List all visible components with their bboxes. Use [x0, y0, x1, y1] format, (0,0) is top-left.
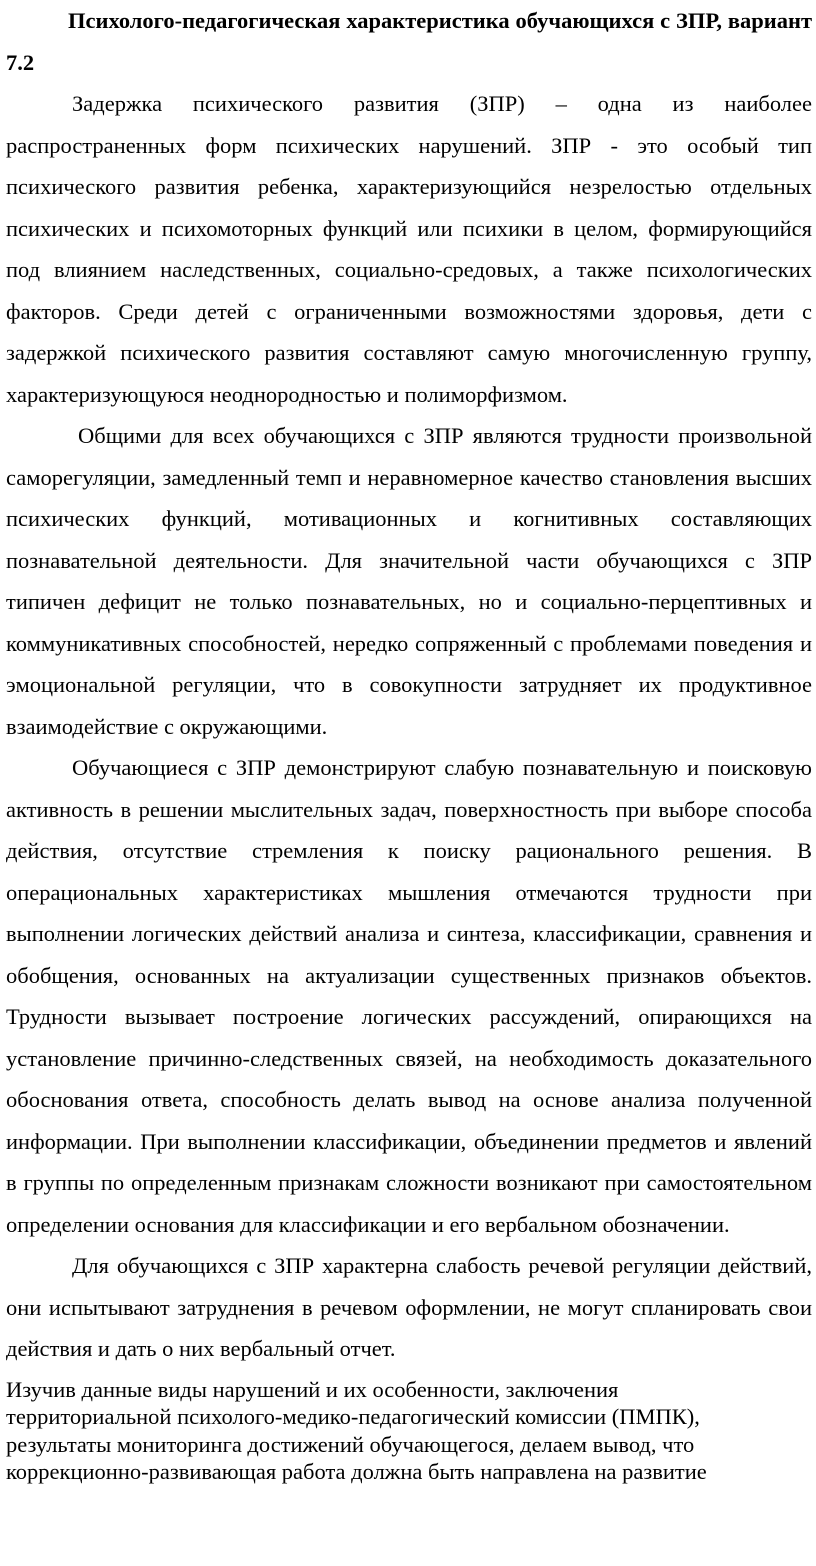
- paragraph-conclusion: Изучив данные виды нарушений и их особенности, заключения территориальной психолого-медико-педагогический комиссии (ПМПК), результаты мониторинга достижений обучающегося, делаем вывод, что коррекционно-развивающая работа должна быть направлена на развитие: [6, 1376, 707, 1484]
- paragraph-common-difficulties: Общими для всех обучающихся с ЗПР являются трудности произвольной саморегуляции, замедленный темп и неравномерное качество становления высших психических функций, мотивационных и когнитивных составляющих познавательной деятельности. Для значительной части обучающихся с ЗПР типичен дефицит не только познавательных, но и социально-перцептивных и коммуникативных способностей, нередко сопряженный с проблемами поведения и эмоциональной регуляции, что в совокупности затрудняет их продуктивное взаимодействие с окружающими.: [6, 423, 812, 739]
- paragraph-cognitive-activity: Обучающиеся с ЗПР демонстрируют слабую познавательную и поисковую активность в решении мыслительных задач, поверхностность при выборе способа действия, отсутствие стремления к поиску рационального решения. В операциональных характеристиках мышления отмечаются трудности при выполнении логических действий анализа и синтеза, классификации, сравнения и обобщения, основанных на актуализации существенных признаков объектов. Трудности вызывает построение логических рассуждений, опирающихся на установление причинно-следственных связей, на необходимость доказательного обоснования ответа, способность делать вывод на основе анализа полученной информации. При выполнении классификации, объединении предметов и явлений в группы по определенным признакам сложности возникают при самостоятельном определении основания для классификации и его вербальном обозначении.: [6, 755, 812, 1237]
- paragraph-zpr-definition: Задержка психического развития (ЗПР) – одна из наиболее распространенных форм психических нарушений. ЗПР - это особый тип психического развития ребенка, характеризующийся незрелостью отдельных психических и психомоторных функций или психики в целом, формирующийся под влиянием наследственных, социально-средовых, а также психологических факторов. Среди детей с ограниченными возможностями здоровья, дети с задержкой психического развития составляют самую многочисленную группу, характеризующуюся неоднородностью и полиморфизмом.: [6, 91, 812, 407]
- paragraph-speech-regulation: Для обучающихся с ЗПР характерна слабость речевой регуляции действий, они испытывают затруднения в речевом оформлении, не могут спланировать свои действия и дать о них вербальный отчет.: [6, 1253, 812, 1361]
- document-title: Психолого-педагогическая характеристика обучающихся с ЗПР, вариант 7.2: [6, 8, 812, 75]
- document-page: [6, 0, 812, 1486]
